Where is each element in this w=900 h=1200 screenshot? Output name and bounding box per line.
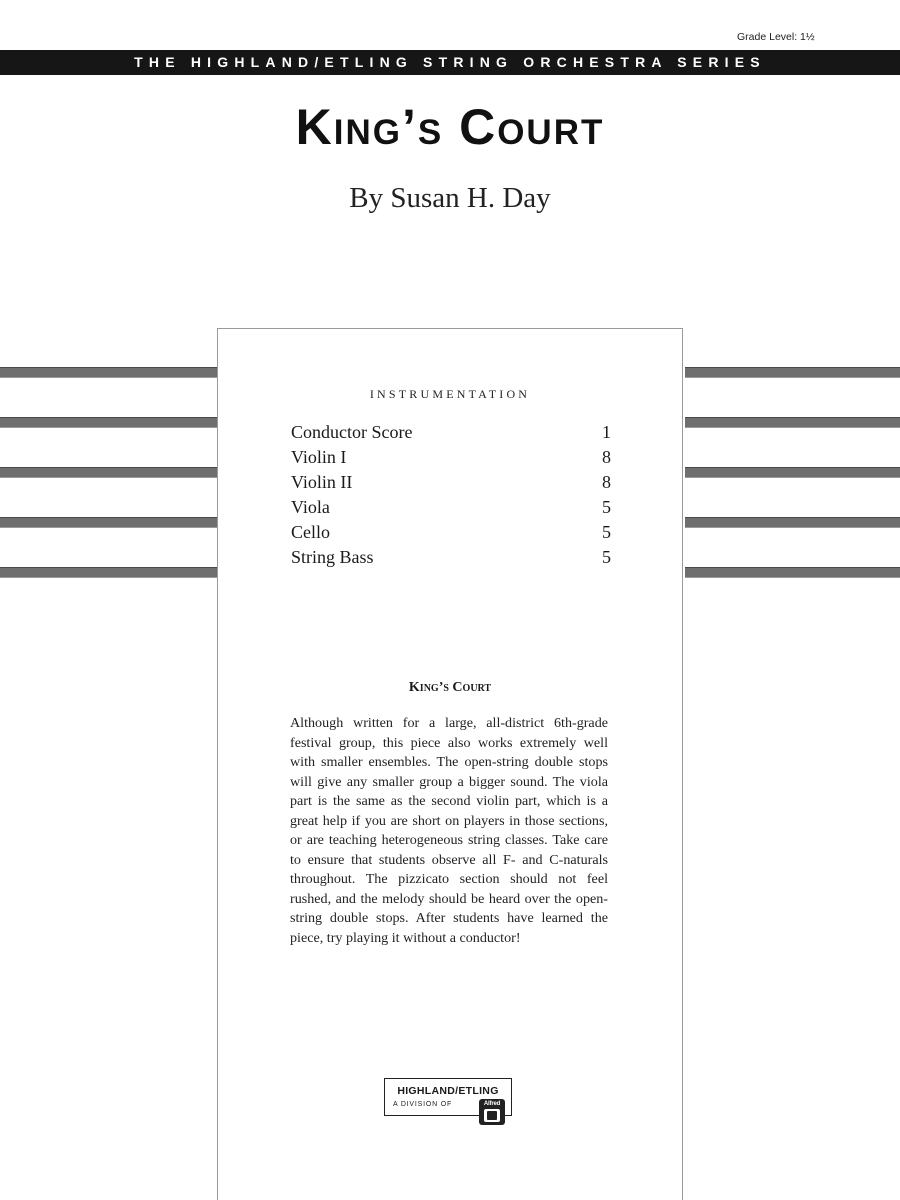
alfred-logo-icon <box>479 1099 505 1125</box>
alfred-glyph-icon <box>484 1109 500 1122</box>
staff-line <box>685 567 900 578</box>
composer-byline: By Susan H. Day <box>349 182 551 214</box>
staff-line <box>685 417 900 428</box>
publisher-logo <box>384 1078 512 1128</box>
staff-line <box>0 467 217 478</box>
instrument-row <box>291 520 611 545</box>
staff-line <box>0 367 217 378</box>
notes-title: King’s Court <box>408 680 492 695</box>
instrument-row <box>291 445 611 470</box>
grade-level: Grade Level: 1½ <box>737 31 815 43</box>
instrument-row <box>291 470 611 495</box>
instrument-name: Conductor Score <box>291 422 413 442</box>
instrument-count: 5 <box>602 547 611 567</box>
instrumentation-list <box>291 420 611 570</box>
instrument-name: Violin II <box>291 472 353 492</box>
instrument-name: Cello <box>291 522 330 542</box>
instrument-count: 8 <box>602 447 611 467</box>
instrument-name: Violin I <box>291 447 347 467</box>
staff-line <box>685 467 900 478</box>
instrument-row <box>291 545 611 570</box>
staff-line <box>0 567 217 578</box>
instrument-count: 5 <box>602 497 611 517</box>
instrument-name: Viola <box>291 497 330 517</box>
staff-line <box>685 517 900 528</box>
staff-line <box>0 417 217 428</box>
instrumentation-heading: INSTRUMENTATION <box>369 387 531 401</box>
logo-name: HIGHLAND/ETLING <box>397 1085 499 1097</box>
instrument-row <box>291 420 611 445</box>
instrument-row <box>291 495 611 520</box>
page-title: King’s Court <box>295 99 605 155</box>
instrument-count: 8 <box>602 472 611 492</box>
program-notes: Although written for a large, all-district 6th-grade festival group, this piece also works extremely well with smaller ensembles. The open-string double stops will give any smaller group a bigger sound. The viola part is the same as the second violin part, which is a great help if you are short on players in those sections, or are teaching heterogeneous string classes. Take care to ensure that students observe all F- and C-naturals throughout. The pizzicato section should not feel rushed, and the melody should be heard over the open-string double stops. After students have learned the piece, try playing it without a conductor! <box>290 715 608 946</box>
staff-line <box>685 367 900 378</box>
series-banner: THE HIGHLAND/ETLING STRING ORCHESTRA SERIES <box>0 50 900 75</box>
logo-mark-text: Alfred <box>483 1101 501 1107</box>
instrument-count: 5 <box>602 522 611 542</box>
logo-subtitle: A DIVISION OF <box>393 1101 453 1108</box>
staff-line <box>0 517 217 528</box>
instrument-count: 1 <box>602 422 611 442</box>
instrument-name: String Bass <box>291 547 374 567</box>
